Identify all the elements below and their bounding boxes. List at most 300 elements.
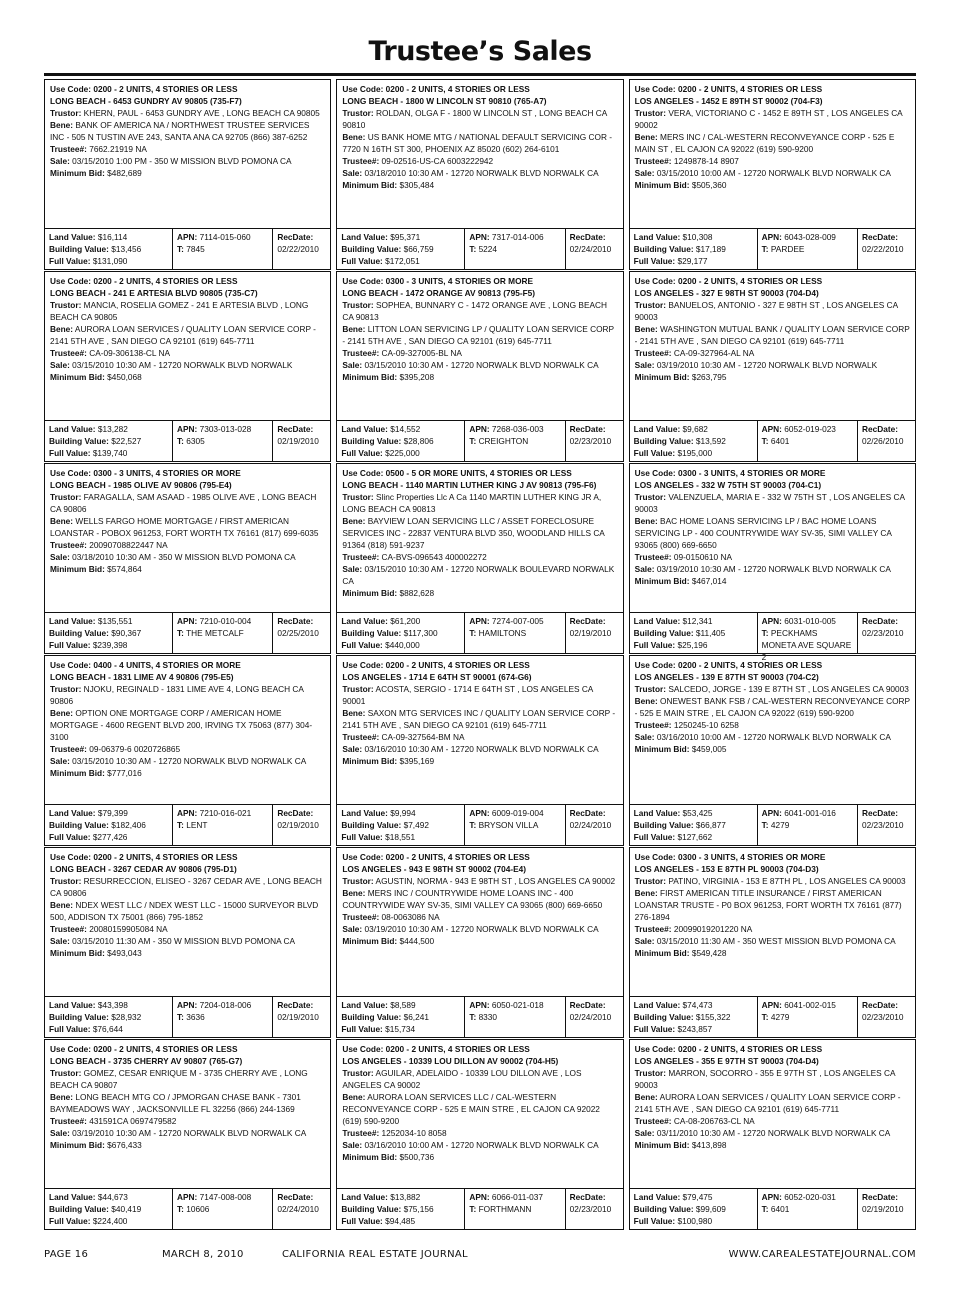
trustee-number-label: Trustee#: bbox=[342, 348, 380, 358]
trustee-number-row bbox=[635, 551, 910, 563]
recdate-value: 02/24/2010 bbox=[569, 244, 612, 254]
listing-details bbox=[337, 656, 622, 804]
property-address: LONG BEACH - 3267 CEDAR AV 90806 (795-D1) bbox=[50, 864, 237, 874]
tract-value: 7845 bbox=[186, 244, 205, 254]
full-value: $225,000 bbox=[385, 448, 420, 458]
tract-value: BRYSON VILLA bbox=[478, 820, 539, 830]
minimum-bid-label: Minimum Bid: bbox=[342, 372, 398, 382]
trustor-label: Trustor: bbox=[342, 492, 374, 502]
trustee-number-value: CA-08-206763-CL NA bbox=[673, 1116, 755, 1126]
beneficiary-label: Bene: bbox=[342, 132, 366, 142]
beneficiary-value: BAYVIEW LOAN SERVICING LLC / ASSET FORECLOSURE SERVICES INC - 22837 VENTURA BLVD 350, WOODLAND HILLS CA 91364 (818) 591-9237 bbox=[342, 516, 605, 550]
tract-value: HAMILTONS bbox=[478, 628, 527, 638]
full-value: $29,177 bbox=[677, 256, 708, 266]
listing-details bbox=[45, 464, 330, 612]
valuation-row bbox=[630, 996, 915, 1037]
apn-cell bbox=[173, 1189, 273, 1229]
apn-row bbox=[177, 999, 268, 1011]
footer-publication: CALIFORNIA REAL ESTATE JOURNAL bbox=[282, 1249, 468, 1260]
full-value: $100,980 bbox=[677, 1216, 713, 1226]
full-value-label: Full Value: bbox=[633, 640, 676, 650]
apn-row bbox=[762, 807, 853, 819]
minimum-bid-label: Minimum Bid: bbox=[50, 168, 105, 178]
building-value: $13,456 bbox=[111, 244, 142, 254]
apn-label: APN: bbox=[469, 232, 490, 242]
sale-info-row bbox=[635, 1127, 910, 1139]
values-cell bbox=[45, 421, 173, 461]
minimum-bid-row bbox=[342, 587, 617, 599]
apn-value: 6043-028-009 bbox=[784, 232, 836, 242]
values-cell bbox=[45, 805, 173, 845]
tract-value: 10606 bbox=[186, 1204, 210, 1214]
apn-value: 6052-020-031 bbox=[784, 1192, 836, 1202]
sale-info-label: Sale: bbox=[50, 756, 70, 766]
tract-row bbox=[177, 243, 268, 255]
trustor-label: Trustor: bbox=[50, 876, 82, 886]
trustor-value: SALCEDO, JORGE - 139 E 87TH ST , LOS ANGELES CA 90003 bbox=[668, 684, 909, 694]
trustor-value: KHERN, PAUL - 6453 GUNDRY AVE , LONG BEACH CA 90805 bbox=[83, 108, 320, 118]
trustor-row bbox=[342, 1067, 617, 1091]
property-address: LONG BEACH - 1140 MARTIN LUTHER KING J AV 90813 (795-F6) bbox=[342, 480, 597, 490]
building-value-row bbox=[341, 1011, 460, 1023]
building-value-row bbox=[49, 1011, 168, 1023]
full-value: $139,740 bbox=[92, 448, 128, 458]
apn-label: APN: bbox=[469, 616, 490, 626]
tract-label: T: bbox=[469, 820, 477, 830]
values-cell bbox=[337, 805, 465, 845]
use-code: Use Code: 0200 - 2 UNITS, 4 STORIES OR LESS bbox=[634, 1044, 823, 1054]
land-value-label: Land Value: bbox=[341, 424, 388, 434]
trustee-number-label: Trustee#: bbox=[342, 552, 380, 562]
sale-info-value: 03/15/2010 10:30 AM - 12720 NORWALK BOULEVARD NORWALK CA bbox=[342, 564, 615, 586]
use-code: Use Code: 0500 - 5 OR MORE UNITS, 4 STORIES OR LESS bbox=[342, 468, 572, 478]
minimum-bid-row bbox=[635, 371, 910, 383]
beneficiary-value: AURORA LOAN SERVICES LLC / CAL-WESTERN RECONVEYANCE CORP - 525 E MAIN STRE , EL CAJON CA 92022 (619) 590-9200 bbox=[342, 1092, 600, 1126]
minimum-bid-label: Minimum Bid: bbox=[50, 948, 105, 958]
apn-row bbox=[469, 423, 560, 435]
full-value-row bbox=[634, 255, 753, 267]
apn-cell bbox=[465, 229, 565, 269]
tract-value: 6305 bbox=[186, 436, 205, 446]
trustee-number-row bbox=[50, 539, 325, 551]
property-address: LOS ANGELES - 1452 E 89TH ST 90002 (704-F3) bbox=[634, 96, 823, 106]
recdate-cell bbox=[858, 1189, 915, 1229]
land-value-label: Land Value: bbox=[633, 232, 681, 242]
full-value-row bbox=[634, 831, 753, 843]
recdate-label: RecDate: bbox=[569, 232, 606, 242]
land-value: $12,341 bbox=[682, 616, 713, 626]
land-value-row bbox=[49, 1191, 168, 1203]
trustee-number-value: 1250245-10 6258 bbox=[673, 720, 739, 730]
tract-value: FORTHMANN bbox=[478, 1204, 532, 1214]
beneficiary-row bbox=[635, 323, 910, 347]
beneficiary-row bbox=[342, 323, 617, 347]
building-value-label: Building Value: bbox=[49, 1012, 109, 1022]
recdate-cell bbox=[273, 805, 330, 845]
building-value: $17,189 bbox=[695, 244, 726, 254]
building-value-label: Building Value: bbox=[633, 628, 694, 638]
property-address: LONG BEACH - 1800 W LINCOLN ST 90810 (765-A7) bbox=[342, 96, 547, 106]
sale-info-label: Sale: bbox=[50, 552, 70, 562]
full-value-label: Full Value: bbox=[49, 1216, 91, 1226]
building-value-label: Building Value: bbox=[49, 628, 109, 638]
minimum-bid-value: $482,689 bbox=[107, 168, 142, 178]
apn-value: 6050-021-018 bbox=[491, 1000, 544, 1010]
trustor-row bbox=[50, 875, 325, 899]
full-value-label: Full Value: bbox=[341, 1216, 383, 1226]
beneficiary-row bbox=[342, 131, 617, 155]
full-value-row bbox=[341, 1215, 460, 1227]
tract-row bbox=[177, 1011, 268, 1023]
minimum-bid-label: Minimum Bid: bbox=[342, 1152, 398, 1162]
recdate-cell bbox=[858, 229, 915, 269]
trustee-number-value: 431591CA 0697479582 bbox=[89, 1116, 177, 1126]
sale-info-value: 03/15/2010 10:30 AM - 12720 NORWALK BLVD NORWALK bbox=[72, 360, 293, 370]
beneficiary-label: Bene: bbox=[50, 120, 74, 130]
building-value-row bbox=[49, 819, 168, 831]
valuation-row bbox=[337, 612, 622, 653]
recdate-value: 02/23/2010 bbox=[862, 1012, 904, 1022]
apn-row bbox=[762, 615, 853, 627]
trustee-number-row bbox=[635, 347, 910, 359]
land-value-row bbox=[49, 615, 168, 627]
land-value-label: Land Value: bbox=[49, 616, 96, 626]
trustor-value: GOMEZ, CESAR ENRIQUE M - 3735 CHERRY AVE , LONG BEACH CA 90807 bbox=[50, 1068, 308, 1090]
trustor-value: SOPHEA, BUNNARY C - 1472 ORANGE AVE , LONG BEACH CA 90813 bbox=[342, 300, 608, 322]
minimum-bid-row bbox=[342, 371, 617, 383]
building-value: $7,492 bbox=[403, 820, 429, 830]
trustor-label: Trustor: bbox=[342, 1068, 374, 1078]
tract-row bbox=[469, 435, 560, 447]
beneficiary-label: Bene: bbox=[342, 888, 366, 898]
trustee-number-row bbox=[635, 719, 910, 731]
land-value-label: Land Value: bbox=[49, 1000, 96, 1010]
full-value-row bbox=[341, 255, 460, 267]
listing-card bbox=[629, 655, 916, 846]
tract-label: T: bbox=[761, 628, 769, 638]
full-value-label: Full Value: bbox=[49, 832, 91, 842]
trustee-number-value: CA-09-306138-CL NA bbox=[89, 348, 171, 358]
minimum-bid-row bbox=[635, 179, 910, 191]
recdate-label: RecDate: bbox=[862, 616, 898, 626]
recdate-label: RecDate: bbox=[569, 808, 606, 818]
recdate-value: 02/24/2010 bbox=[569, 1012, 612, 1022]
tract-value: LENT bbox=[186, 820, 208, 830]
land-value: $44,673 bbox=[97, 1192, 128, 1202]
apn-row bbox=[469, 231, 560, 243]
beneficiary-value: OPTION ONE MORTGAGE CORP / AMERICAN HOME MORTGAGE - 4600 REGENT BLVD 200, IRVING TX 75063 (877) 304-3100 bbox=[50, 708, 313, 742]
beneficiary-row bbox=[50, 323, 325, 347]
apn-label: APN: bbox=[761, 616, 782, 626]
property-address: LOS ANGELES - 153 E 87TH PL 90003 (704-D3) bbox=[634, 864, 819, 874]
land-value-label: Land Value: bbox=[49, 1192, 96, 1202]
tract-row bbox=[469, 243, 560, 255]
apn-value: 6041-002-015 bbox=[784, 1000, 836, 1010]
sale-info-label: Sale: bbox=[50, 936, 70, 946]
land-value-row bbox=[634, 807, 753, 819]
beneficiary-label: Bene: bbox=[50, 324, 74, 334]
building-value-label: Building Value: bbox=[49, 244, 109, 254]
use-code: Use Code: 0400 - 4 UNITS, 4 STORIES OR MORE bbox=[50, 660, 241, 670]
tract-value: 5224 bbox=[478, 244, 498, 254]
trustee-number-label: Trustee#: bbox=[50, 540, 87, 550]
listing-details bbox=[337, 464, 622, 612]
beneficiary-value: AURORA LOAN SERVICES / QUALITY LOAN SERVICE CORP - 2141 5TH AVE , SAN DIEGO CA 92101 (619) 645-7711 bbox=[634, 1092, 901, 1114]
recdate-label: RecDate: bbox=[277, 1000, 314, 1010]
use-code: Use Code: 0200 - 2 UNITS, 4 STORIES OR LESS bbox=[50, 852, 238, 862]
apn-row bbox=[762, 999, 853, 1011]
trustor-value: Slinc Properties Llc A Ca 1140 MARTIN LUTHER KING JR A, LONG BEACH CA 90813 bbox=[342, 492, 602, 514]
property-address: LONG BEACH - 6453 GUNDRY AV 90805 (735-F7) bbox=[50, 96, 242, 106]
full-value-label: Full Value: bbox=[341, 640, 383, 650]
recdate-label: RecDate: bbox=[277, 616, 314, 626]
recdate-value: 02/19/2010 bbox=[569, 628, 612, 638]
land-value-row bbox=[49, 231, 168, 243]
sale-info-value: 03/19/2010 10:30 AM - 12720 NORWALK BLVD NORWALK CA bbox=[656, 564, 891, 574]
trustee-number-label: Trustee#: bbox=[634, 348, 672, 358]
apn-row bbox=[177, 423, 268, 435]
land-value-row bbox=[341, 807, 460, 819]
full-value-label: Full Value: bbox=[633, 1216, 676, 1226]
tract-row bbox=[469, 1011, 560, 1023]
tract-label: T: bbox=[761, 244, 769, 254]
minimum-bid-value: $676,433 bbox=[107, 1140, 142, 1150]
trustor-row bbox=[635, 299, 910, 323]
sale-info-row bbox=[342, 1139, 617, 1151]
listing-card bbox=[44, 847, 331, 1038]
recdate-cell bbox=[273, 997, 330, 1037]
beneficiary-label: Bene: bbox=[342, 516, 366, 526]
building-value-label: Building Value: bbox=[633, 1204, 694, 1214]
minimum-bid-label: Minimum Bid: bbox=[342, 180, 398, 190]
full-value-row bbox=[49, 447, 168, 459]
trustee-number-row bbox=[635, 155, 910, 167]
apn-cell bbox=[758, 805, 858, 845]
sale-info-label: Sale: bbox=[342, 168, 363, 178]
listing-details bbox=[45, 1040, 330, 1188]
sale-info-value: 03/19/2010 10:30 AM - 12720 NORWALK BLVD NORWALK CA bbox=[72, 1128, 307, 1138]
tract-value: PECKHAMS MONETA AVE SQUARE 2 bbox=[761, 628, 852, 662]
valuation-row bbox=[337, 420, 622, 461]
building-value: $75,156 bbox=[403, 1204, 434, 1214]
trustor-row bbox=[50, 491, 325, 515]
land-value-row bbox=[49, 807, 168, 819]
building-value: $13,592 bbox=[695, 436, 726, 446]
minimum-bid-row bbox=[635, 1139, 910, 1151]
recdate-label: RecDate: bbox=[862, 1192, 898, 1202]
minimum-bid-label: Minimum Bid: bbox=[50, 768, 105, 778]
full-value: $243,857 bbox=[677, 1024, 713, 1034]
use-code: Use Code: 0200 - 2 UNITS, 4 STORIES OR LESS bbox=[50, 84, 238, 94]
minimum-bid-row bbox=[635, 743, 910, 755]
beneficiary-label: Bene: bbox=[342, 708, 366, 718]
apn-value: 7317-014-006 bbox=[491, 232, 544, 242]
building-value-label: Building Value: bbox=[49, 436, 109, 446]
beneficiary-label: Bene: bbox=[634, 696, 658, 706]
apn-cell bbox=[173, 997, 273, 1037]
minimum-bid-value: $882,628 bbox=[399, 588, 435, 598]
full-value-row bbox=[341, 447, 460, 459]
trustor-label: Trustor: bbox=[634, 492, 667, 502]
values-cell bbox=[45, 613, 173, 653]
recdate-cell bbox=[273, 613, 330, 653]
building-value-label: Building Value: bbox=[341, 820, 402, 830]
valuation-row bbox=[337, 228, 622, 269]
tract-row bbox=[177, 435, 268, 447]
listing-details bbox=[337, 80, 622, 228]
full-value: $18,551 bbox=[385, 832, 416, 842]
land-value-row bbox=[341, 231, 460, 243]
recdate-label: RecDate: bbox=[862, 1000, 898, 1010]
recdate-value: 02/23/2010 bbox=[569, 436, 612, 446]
minimum-bid-label: Minimum Bid: bbox=[50, 1140, 105, 1150]
land-value-row bbox=[341, 1191, 460, 1203]
trustee-number-value: 20080159905084 NA bbox=[89, 924, 168, 934]
trustee-number-value: CA-09-327564-BM NA bbox=[381, 732, 465, 742]
listing-details bbox=[45, 272, 330, 420]
trustor-row bbox=[50, 299, 325, 323]
minimum-bid-label: Minimum Bid: bbox=[634, 180, 690, 190]
trustor-value: MANCIA, ROSELIA GOMEZ - 241 E ARTESIA BLVD , LONG BEACH CA 90805 bbox=[50, 300, 309, 322]
full-value-row bbox=[634, 1215, 753, 1227]
apn-cell bbox=[173, 805, 273, 845]
recdate-label: RecDate: bbox=[569, 1000, 606, 1010]
sale-info-value: 03/15/2010 10:30 AM - 12720 NORWALK BLVD NORWALK CA bbox=[72, 756, 307, 766]
recdate-label: RecDate: bbox=[277, 232, 314, 242]
trustee-number-row bbox=[50, 743, 325, 755]
recdate-cell bbox=[858, 613, 915, 653]
tract-label: T: bbox=[761, 436, 769, 446]
recdate-cell bbox=[566, 613, 623, 653]
apn-cell bbox=[465, 805, 565, 845]
apn-row bbox=[177, 807, 268, 819]
tract-label: T: bbox=[177, 244, 184, 254]
building-value-label: Building Value: bbox=[49, 820, 109, 830]
sale-info-row bbox=[342, 923, 617, 935]
apn-label: APN: bbox=[177, 616, 198, 626]
tract-label: T: bbox=[177, 1012, 184, 1022]
minimum-bid-label: Minimum Bid: bbox=[342, 756, 398, 766]
use-code: Use Code: 0300 - 3 UNITS, 4 STORIES OR MORE bbox=[634, 852, 826, 862]
beneficiary-value: WELLS FARGO HOME MORTGAGE / FIRST AMERICAN LOANSTAR - POBOX 961253, FORT WORTH TX 76161 (817) 699-6035 bbox=[50, 516, 319, 538]
sale-info-row bbox=[50, 935, 325, 947]
sale-info-label: Sale: bbox=[634, 1128, 655, 1138]
beneficiary-row bbox=[50, 1091, 325, 1115]
trustor-row bbox=[342, 491, 617, 515]
apn-value: 7210-010-004 bbox=[199, 616, 252, 626]
trustee-number-label: Trustee#: bbox=[634, 156, 672, 166]
sale-info-row bbox=[635, 359, 910, 371]
land-value: $43,398 bbox=[97, 1000, 128, 1010]
recdate-cell bbox=[858, 421, 915, 461]
beneficiary-value: BANK OF AMERICA NA / NORTHWEST TRUSTEE SERVICES INC - 505 N TUSTIN AVE 243, SANTA ANA CA 92705 (866) 387-6252 bbox=[50, 120, 310, 142]
trustee-number-label: Trustee#: bbox=[50, 924, 87, 934]
trustee-number-row bbox=[342, 551, 617, 563]
valuation-row bbox=[630, 1188, 915, 1229]
recdate-value: 02/26/2010 bbox=[862, 436, 904, 446]
sale-info-value: 03/19/2010 10:30 AM - 12720 NORWALK BLVD NORWALK CA bbox=[364, 924, 599, 934]
building-value: $28,932 bbox=[111, 1012, 142, 1022]
recdate-cell bbox=[273, 1189, 330, 1229]
beneficiary-value: FIRST AMERICAN TITLE INSURANCE / FIRST AMERICAN LOANSTAR TRUSTE - P0 BOX 961253, FORT WORTH TX 76161 (877) 276-1894 bbox=[634, 888, 902, 922]
building-value: $99,609 bbox=[695, 1204, 726, 1214]
trustee-number-label: Trustee#: bbox=[50, 144, 87, 154]
building-value: $66,877 bbox=[695, 820, 726, 830]
trustor-row bbox=[342, 107, 617, 131]
full-value-row bbox=[49, 1023, 168, 1035]
tract-row bbox=[762, 819, 853, 831]
land-value-label: Land Value: bbox=[633, 1192, 681, 1202]
recdate-value: 02/23/2010 bbox=[862, 820, 904, 830]
listings-grid bbox=[44, 79, 916, 1230]
minimum-bid-row bbox=[342, 755, 617, 767]
listing-details bbox=[337, 272, 622, 420]
beneficiary-row bbox=[50, 515, 325, 539]
beneficiary-row bbox=[342, 887, 617, 911]
trustee-number-row bbox=[342, 347, 617, 359]
trustee-number-value: 1249878-14 8907 bbox=[673, 156, 739, 166]
land-value-label: Land Value: bbox=[633, 424, 681, 434]
apn-value: 6041-001-016 bbox=[784, 808, 836, 818]
listing-card bbox=[44, 1039, 331, 1230]
sale-info-value: 03/15/2010 10:00 AM - 12720 NORWALK BLVD NORWALK CA bbox=[656, 168, 891, 178]
land-value-label: Land Value: bbox=[49, 808, 96, 818]
valuation-row bbox=[45, 420, 330, 461]
full-value-row bbox=[49, 255, 168, 267]
beneficiary-row bbox=[342, 1091, 617, 1127]
trustee-number-row bbox=[635, 1115, 910, 1127]
beneficiary-label: Bene: bbox=[634, 324, 658, 334]
trustor-row bbox=[50, 1067, 325, 1091]
apn-cell bbox=[465, 613, 565, 653]
listing-card bbox=[629, 1039, 916, 1230]
minimum-bid-label: Minimum Bid: bbox=[634, 1140, 690, 1150]
tract-row bbox=[762, 435, 853, 447]
values-cell bbox=[630, 421, 758, 461]
sale-info-row bbox=[635, 563, 910, 575]
trustor-label: Trustor: bbox=[342, 108, 374, 118]
listing-card bbox=[629, 79, 916, 270]
trustor-label: Trustor: bbox=[50, 300, 82, 310]
apn-label: APN: bbox=[469, 1000, 490, 1010]
minimum-bid-row bbox=[50, 947, 325, 959]
trustor-value: VERA, VICTORIANO C - 1452 E 89TH ST , LOS ANGELES CA 90002 bbox=[634, 108, 903, 130]
building-value: $117,300 bbox=[403, 628, 438, 638]
minimum-bid-label: Minimum Bid: bbox=[342, 936, 398, 946]
beneficiary-label: Bene: bbox=[634, 132, 658, 142]
recdate-value: 02/19/2010 bbox=[277, 1012, 319, 1022]
recdate-cell bbox=[566, 997, 623, 1037]
tract-value: 3636 bbox=[186, 1012, 205, 1022]
apn-row bbox=[177, 231, 268, 243]
trustor-label: Trustor: bbox=[342, 684, 374, 694]
apn-row bbox=[762, 231, 853, 243]
minimum-bid-row bbox=[635, 575, 910, 587]
valuation-row bbox=[45, 804, 330, 845]
trustor-row bbox=[342, 875, 617, 887]
apn-label: APN: bbox=[761, 808, 782, 818]
trustee-number-label: Trustee#: bbox=[50, 744, 87, 754]
apn-cell bbox=[173, 229, 273, 269]
beneficiary-label: Bene: bbox=[634, 516, 658, 526]
minimum-bid-row bbox=[635, 947, 910, 959]
apn-label: APN: bbox=[177, 808, 198, 818]
beneficiary-value: LITTON LOAN SERVICING LP / QUALITY LOAN SERVICE CORP - 2141 5TH AVE , SAN DIEGO CA 92101 (619) 645-7711 bbox=[342, 324, 614, 346]
full-value-row bbox=[341, 831, 460, 843]
trustor-value: VALENZUELA, MARIA E - 332 W 75TH ST , LOS ANGELES CA 90003 bbox=[634, 492, 905, 514]
recdate-label: RecDate: bbox=[862, 424, 898, 434]
building-value-row bbox=[49, 627, 168, 639]
